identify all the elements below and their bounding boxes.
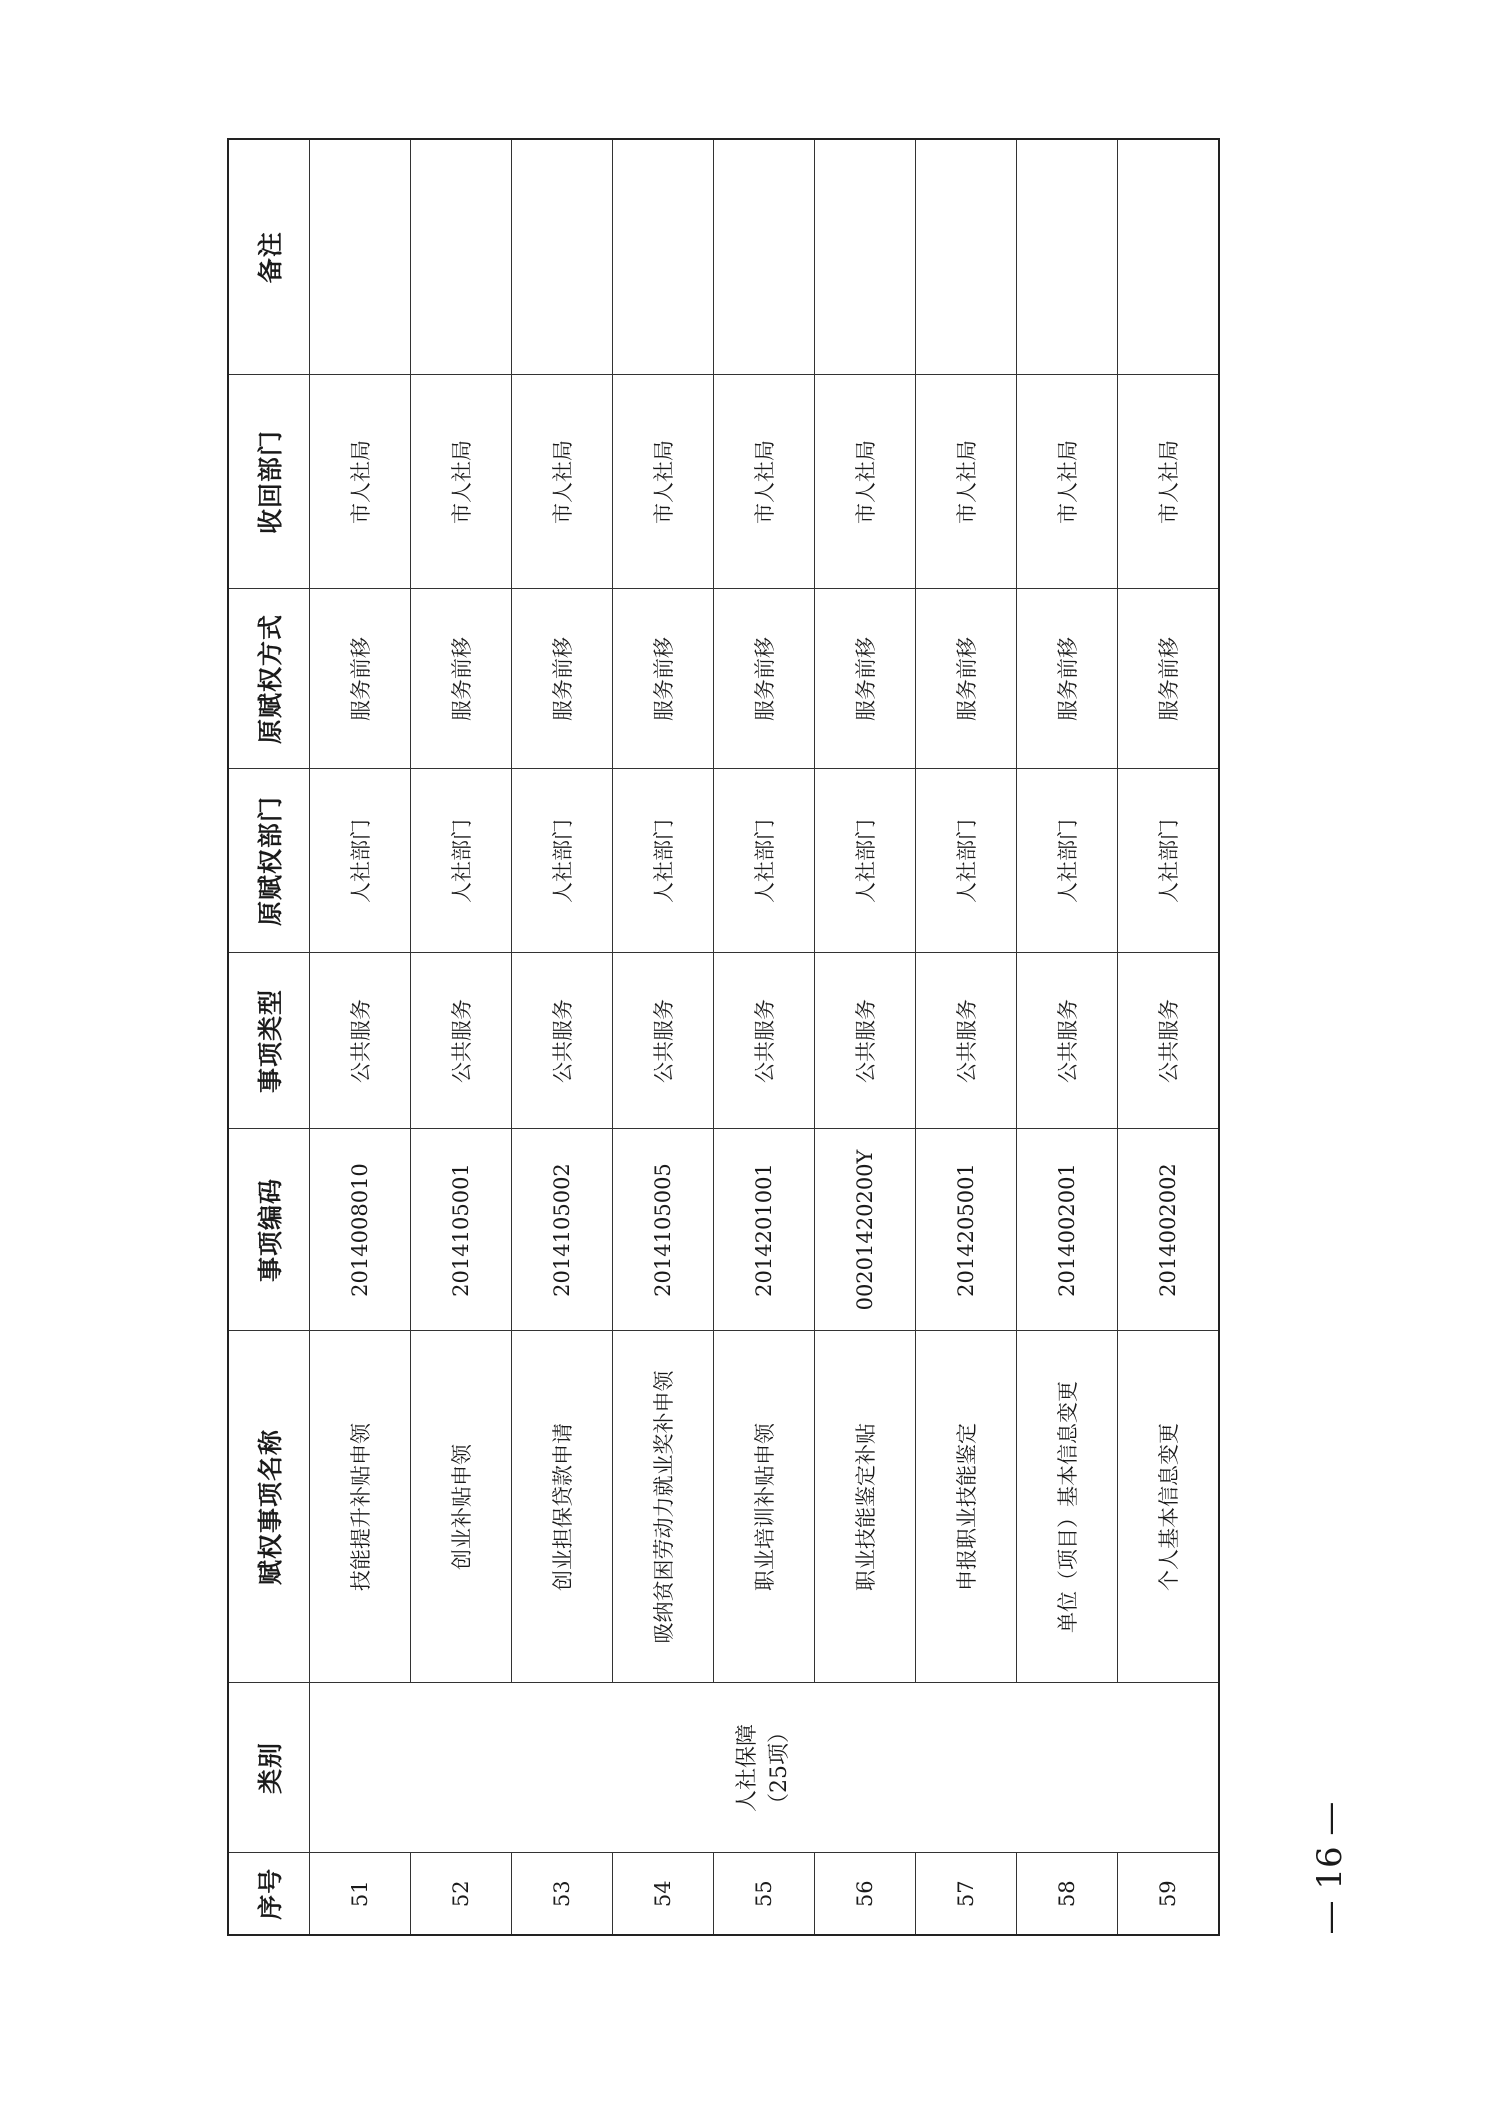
table-row: [714, 139, 815, 1935]
cell-category: [310, 1683, 1220, 1853]
cell-orig-dept: 人社部门: [310, 769, 411, 953]
cell-orig-method: 服务前移: [815, 589, 916, 769]
cell-reclaim-dept: 市人社局: [613, 375, 714, 589]
cell-remarks: [916, 139, 1017, 375]
cell-reclaim-dept: 市人社局: [714, 375, 815, 589]
cell-item-type: 公共服务: [1017, 953, 1118, 1129]
cell-orig-dept: 人社部门: [1017, 769, 1118, 953]
page-number-text: — 16 —: [1310, 1801, 1350, 1935]
cell-remarks: [714, 139, 815, 375]
cell-item-type: 公共服务: [1118, 953, 1220, 1129]
table-row: [310, 139, 411, 1935]
header-reclaim-dept: 收回部门: [228, 375, 310, 589]
cell-seq: 52: [411, 1853, 512, 1935]
header-item-name: 赋权事项名称: [228, 1331, 310, 1683]
table-row: [1118, 139, 1220, 1935]
cell-seq: 55: [714, 1853, 815, 1935]
category-name: 人社保障: [735, 1724, 760, 1813]
cell-remarks: [1017, 139, 1118, 375]
cell-seq: 58: [1017, 1853, 1118, 1935]
cell-orig-method: 服务前移: [310, 589, 411, 769]
cell-item-name: 个人基本信息变更: [1118, 1331, 1220, 1683]
cell-item-type: 公共服务: [411, 953, 512, 1129]
cell-seq: 57: [916, 1853, 1017, 1935]
cell-reclaim-dept: 市人社局: [1118, 375, 1220, 589]
cell-orig-method: 服务前移: [714, 589, 815, 769]
cell-item-type: 公共服务: [916, 953, 1017, 1129]
cell-item-code: 00201420200Y: [815, 1129, 916, 1331]
table-row: [613, 139, 714, 1935]
cell-item-name: 吸纳贫困劳动力就业奖补申领: [613, 1331, 714, 1683]
cell-seq: 53: [512, 1853, 613, 1935]
cell-orig-method: 服务前移: [613, 589, 714, 769]
cell-remarks: [1118, 139, 1220, 375]
cell-item-code: 2014105005: [613, 1129, 714, 1331]
cell-item-code: 2014205001: [916, 1129, 1017, 1331]
cell-orig-dept: 人社部门: [613, 769, 714, 953]
cell-seq: 59: [1118, 1853, 1220, 1935]
header-orig-dept: 原赋权部门: [228, 769, 310, 953]
cell-remarks: [310, 139, 411, 375]
cell-reclaim-dept: 市人社局: [916, 375, 1017, 589]
delegated-items-table: [227, 138, 1220, 1936]
cell-orig-method: 服务前移: [1118, 589, 1220, 769]
cell-item-name: 申报职业技能鉴定: [916, 1331, 1017, 1683]
cell-item-name: 技能提升补贴申领: [310, 1331, 411, 1683]
header-item-type: 事项类型: [228, 953, 310, 1129]
cell-orig-dept: 人社部门: [1118, 769, 1220, 953]
page-number: [1300, 1801, 1360, 1935]
cell-remarks: [815, 139, 916, 375]
cell-remarks: [512, 139, 613, 375]
cell-orig-dept: 人社部门: [714, 769, 815, 953]
cell-orig-dept: 人社部门: [411, 769, 512, 953]
cell-orig-dept: 人社部门: [916, 769, 1017, 953]
cell-item-type: 公共服务: [613, 953, 714, 1129]
cell-item-name: 职业技能鉴定补贴: [815, 1331, 916, 1683]
header-category: 类别: [228, 1683, 310, 1853]
table-row: [411, 139, 512, 1935]
cell-item-code: 2014008010: [310, 1129, 411, 1331]
category-count: （25项）: [767, 1721, 792, 1815]
cell-orig-method: 服务前移: [512, 589, 613, 769]
cell-item-code: 2014002002: [1118, 1129, 1220, 1331]
header-remarks: 备注: [228, 139, 310, 375]
cell-reclaim-dept: 市人社局: [512, 375, 613, 589]
cell-orig-method: 服务前移: [1017, 589, 1118, 769]
cell-orig-method: 服务前移: [916, 589, 1017, 769]
header-orig-method: 原赋权方式: [228, 589, 310, 769]
cell-item-code: 2014201001: [714, 1129, 815, 1331]
cell-item-type: 公共服务: [714, 953, 815, 1129]
cell-reclaim-dept: 市人社局: [815, 375, 916, 589]
cell-remarks: [613, 139, 714, 375]
header-seq: 序号: [228, 1853, 310, 1935]
cell-item-name: 创业担保贷款申请: [512, 1331, 613, 1683]
cell-reclaim-dept: 市人社局: [411, 375, 512, 589]
cell-reclaim-dept: 市人社局: [310, 375, 411, 589]
cell-seq: 54: [613, 1853, 714, 1935]
table-row: [815, 139, 916, 1935]
cell-item-code: 2014002001: [1017, 1129, 1118, 1331]
table-row: [1017, 139, 1118, 1935]
cell-seq: 56: [815, 1853, 916, 1935]
cell-item-code: 2014105002: [512, 1129, 613, 1331]
table-header-row: [228, 139, 310, 1935]
cell-item-type: 公共服务: [512, 953, 613, 1129]
rotated-table-frame: [227, 140, 1210, 1936]
cell-item-name: 单位（项目）基本信息变更: [1017, 1331, 1118, 1683]
cell-orig-dept: 人社部门: [815, 769, 916, 953]
cell-item-code: 2014105001: [411, 1129, 512, 1331]
cell-item-type: 公共服务: [815, 953, 916, 1129]
cell-item-name: 职业培训补贴申领: [714, 1331, 815, 1683]
header-item-code: 事项编码: [228, 1129, 310, 1331]
cell-item-name: 创业补贴申领: [411, 1331, 512, 1683]
table-row: [512, 139, 613, 1935]
cell-seq: 51: [310, 1853, 411, 1935]
cell-item-type: 公共服务: [310, 953, 411, 1129]
cell-reclaim-dept: 市人社局: [1017, 375, 1118, 589]
cell-orig-method: 服务前移: [411, 589, 512, 769]
table-rotator: [227, 140, 1210, 1936]
cell-remarks: [411, 139, 512, 375]
table-row: [916, 139, 1017, 1935]
cell-orig-dept: 人社部门: [512, 769, 613, 953]
